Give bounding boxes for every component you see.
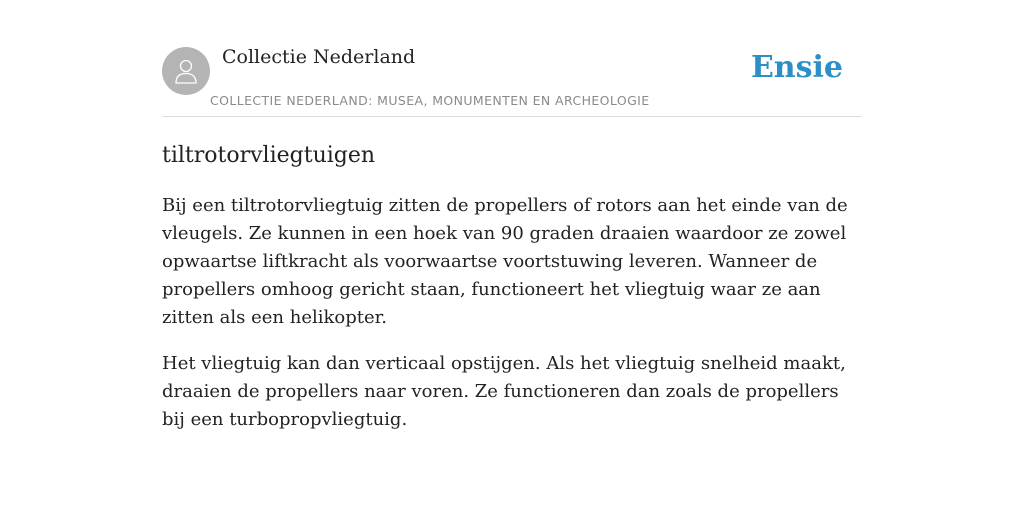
article-header: [162, 0, 862, 117]
article-container: [162, 0, 862, 434]
brand-logo[interactable]: Ensie: [750, 50, 843, 85]
user-icon: [173, 57, 199, 85]
collection-name[interactable]: COLLECTIE NEDERLAND: MUSEA, MONUMENTEN EN ARCHEOLOGIE: [210, 93, 650, 108]
avatar[interactable]: [162, 47, 210, 95]
page-title: tiltrotorvliegtuigen: [162, 143, 376, 168]
author-name[interactable]: Collectie Nederland: [222, 46, 416, 68]
article-paragraph: Bij een tiltrotorvliegtuig zitten de propellers of rotors aan het einde van de vleugels. Ze kunnen in een hoek van 90 graden draaien waardoor ze zowel opwaartse liftkracht als voorwaartse voortstuwing leveren. Wanneer de propellers omhoog gericht staan, functioneert het vliegtuig waar ze aan zitten als een helikopter.: [162, 195, 848, 328]
article-paragraph: Het vliegtuig kan dan verticaal opstijgen. Als het vliegtuig snelheid maakt, draaien de propellers naar voren. Ze functioneren dan zoals de propellers bij een turbopropvliegtuig.: [162, 353, 846, 430]
